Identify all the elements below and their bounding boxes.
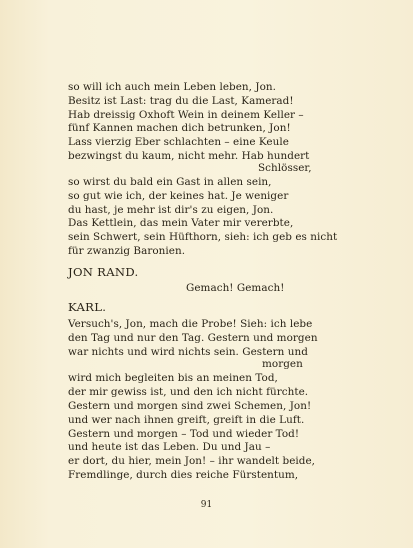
verse-line: den Tag und nur den Tag. Gestern und morgen bbox=[68, 332, 318, 344]
speaker-name: JON RAND. bbox=[68, 265, 139, 279]
verse-line: fünf Kannen machen dich betrunken, Jon! bbox=[68, 122, 291, 134]
verse-line: und heute ist das Leben. Du und Jau – bbox=[68, 441, 271, 453]
verse-line: Fremdlinge, durch dies reiche Fürstentum, bbox=[68, 469, 299, 481]
verse-line: der mir gewiss ist, und den ich nicht fürchte. bbox=[68, 386, 309, 398]
speaker-name: KARL. bbox=[68, 300, 107, 314]
verse-line: Hab dreissig Oxhoft Wein in deinem Keller – bbox=[68, 109, 304, 121]
verse-line: Besitz ist Last: trag du die Last, Kamerad! bbox=[68, 95, 294, 107]
verse-line: Das Kettlein, das mein Vater mir vererbte, bbox=[68, 217, 294, 229]
verse-line-runover: Schlösser, bbox=[258, 162, 312, 174]
verse-line: er dort, du hier, mein Jon! – ihr wandelt beide, bbox=[68, 455, 316, 467]
verse-line: war nichts und wird nichts sein. Gestern und bbox=[68, 346, 308, 358]
verse-line: und wer nach ihnen greift, greift in die Luft. bbox=[68, 414, 305, 426]
verse-line: Gestern und morgen sind zwei Schemen, Jon! bbox=[68, 400, 312, 412]
verse-line: bezwingst du kaum, nicht mehr. Hab hundert bbox=[68, 150, 310, 162]
verse-line: für zwanzig Baronien. bbox=[68, 245, 186, 257]
verse-line: so gut wie ich, der keines hat. Je weniger bbox=[68, 190, 289, 202]
verse-line: wird mich begleiten bis an meinen Tod, bbox=[68, 372, 278, 384]
verse-line: sein Schwert, sein Hüfthorn, sieh: ich geb es nicht bbox=[68, 231, 338, 243]
verse-line-reply: Gemach! Gemach! bbox=[186, 282, 285, 294]
verse-line-runover: morgen bbox=[262, 358, 303, 370]
page-number: 91 bbox=[200, 500, 213, 510]
verse-line: Lass vierzig Eber schlachten – eine Keule bbox=[68, 136, 289, 148]
verse-line: du hast, je mehr ist dir's zu eigen, Jon. bbox=[68, 204, 274, 216]
verse-line: so wirst du bald ein Gast in allen sein, bbox=[68, 176, 272, 188]
verse-line: Gestern und morgen – Tod und wieder Tod! bbox=[68, 428, 300, 440]
verse-line: so will ich auch mein Leben leben, Jon. bbox=[68, 81, 276, 93]
verse-line: Versuch's, Jon, mach die Probe! Sieh: ich lebe bbox=[68, 318, 313, 330]
